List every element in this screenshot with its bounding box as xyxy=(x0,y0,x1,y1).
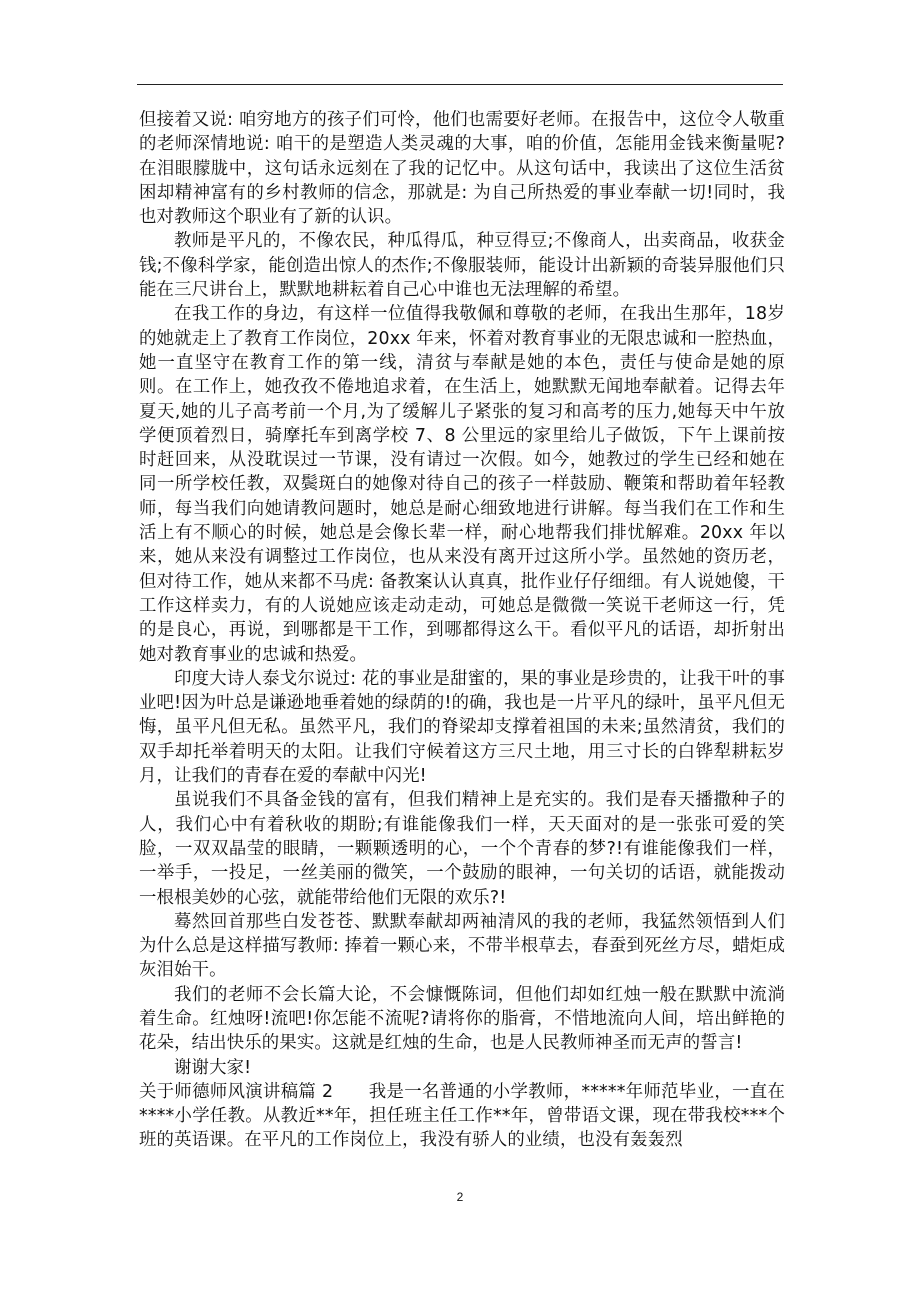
document-body xyxy=(139,108,785,1153)
paragraph: 教师是平凡的，不像农民，种瓜得瓜，种豆得豆;不像商人，出卖商品，收获金钱;不像科学家，能创造出惊人的杰作;不像服装师，能设计出新颖的奇装异服他们只能在三尺讲台上，默默地耕耘着自己心中谁也无法理解的希望。 xyxy=(139,231,785,301)
paragraph: 蓦然回首那些白发苍苍、默默奉献却两袖清风的我的老师，我猛然领悟到人们为什么总是这样描写教师: 捧着一颗心来，不带半根草去，春蚕到死丝方尽，蜡炬成灰泪始干。 xyxy=(139,911,785,981)
paragraph: 在我工作的身边，有这样一位值得我敬佩和尊敬的老师，在我出生那年，18岁的她就走上了教育工作岗位，20xx 年来，怀着对教育事业的无限忠诚和一腔热血，她一直坚守在教育工作的第一线，清贫与奉献是她的本色，责任与使命是她的原则。在工作上，她孜孜不倦地追求着，在生活上，她默默无闻地奉献着。记得去年夏天,她的儿子高考前一个月,为了缓解儿子紧张的复习和高考的压力,她每天中午放学便顶着烈日，骑摩托车到离学校 7、8 公里远的家里给儿子做饭，下午上课前按时赶回来，从没耽误过一节课，没有请过一次假。如今，她教过的学生已经和她在同一所学校任教，双鬓斑白的她像对待自己的孩子一样鼓励、鞭策和帮助着年轻教师，每当我们向她请教问题时，她总是耐心细致地进行讲解。每当我们在工作和生活上有不顺心的时候，她总是会像长辈一样，耐心地帮我们排忧解难。20xx 年以来，她从来没有调整过工作岗位，也从来没有离开过这所小学。虽然她的资历老，但对待工作，她从来都不马虎: 备教案认认真真，批作业仔仔细细。有人说她傻，干工作这样卖力，有的人说她应该走动走动，可她总是微微一笑说干老师这一行，凭的是良心，再说，到哪都是干工作，到哪都得这么干。看似平凡的话语，却折射出她对教育事业的忠诚和热爱。 xyxy=(139,304,785,665)
section-heading-paragraph: 关于师德师风演讲稿篇 2 我是一名普通的小学教师，*****年师范毕业，一直在****小学任教。从教近**年，担任班主任工作**年，曾带语文课，现在带我校***个班的英语课。在平凡的工作岗位上，我没有骄人的业绩，也没有轰轰烈 xyxy=(139,1081,785,1151)
page-number: 2 xyxy=(456,1190,464,1204)
paragraph: 印度大诗人泰戈尔说过: 花的事业是甜蜜的，果的事业是珍贵的，让我干叶的事业吧!因为叶总是谦逊地垂着她的绿荫的!的确，我也是一片平凡的绿叶，虽平凡但无悔，虽平凡但无私。虽然平凡，我们的脊梁却支撑着祖国的未来;虽然清贫，我们的双手却托举着明天的太阳。让我们守候着这方三尺土地，用三寸长的白铧犁耕耘岁月，让我们的青春在爱的奉献中闪光! xyxy=(139,668,785,787)
closing-line: 谢谢大家! xyxy=(174,1057,252,1078)
paragraph: 我们的老师不会长篇大论，不会慷慨陈词，但他们却如红烛一般在默默中流淌着生命。红烛呀!流吧!你怎能不流呢?请将你的脂膏，不惜地流向人间，培出鲜艳的花朵，结出快乐的果实。这就是红烛的生命，也是人民教师神圣而无声的誓言! xyxy=(139,984,785,1054)
paragraph: 但接着又说: 咱穷地方的孩子们可怜，他们也需要好老师。在报告中，这位令人敬重的老师深情地说: 咱干的是塑造人类灵魂的大事，咱的价值，怎能用金钱来衡量呢?在泪眼朦胧中，这句话永远刻在了我的记忆中。从这句话中，我读出了这位生活贫困却精神富有的乡村教师的信念，那就是: 为自己所热爱的事业奉献一切!同时，我也对教师这个职业有了新的认识。 xyxy=(139,110,785,228)
header-rule xyxy=(137,84,783,85)
paragraph: 虽说我们不具备金钱的富有，但我们精神上是充实的。我们是春天播撒种子的人，我们心中有着秋收的期盼;有谁能像我们一样，天天面对的是一张张可爱的笑脸，一双双晶莹的眼睛，一颗颗透明的心，一个个青春的梦?!有谁能像我们一样，一举手，一投足，一丝美丽的微笑，一个鼓励的眼神，一句关切的话语，就能拨动一根根美妙的心弦，就能带给他们无限的欢乐?! xyxy=(139,790,785,908)
